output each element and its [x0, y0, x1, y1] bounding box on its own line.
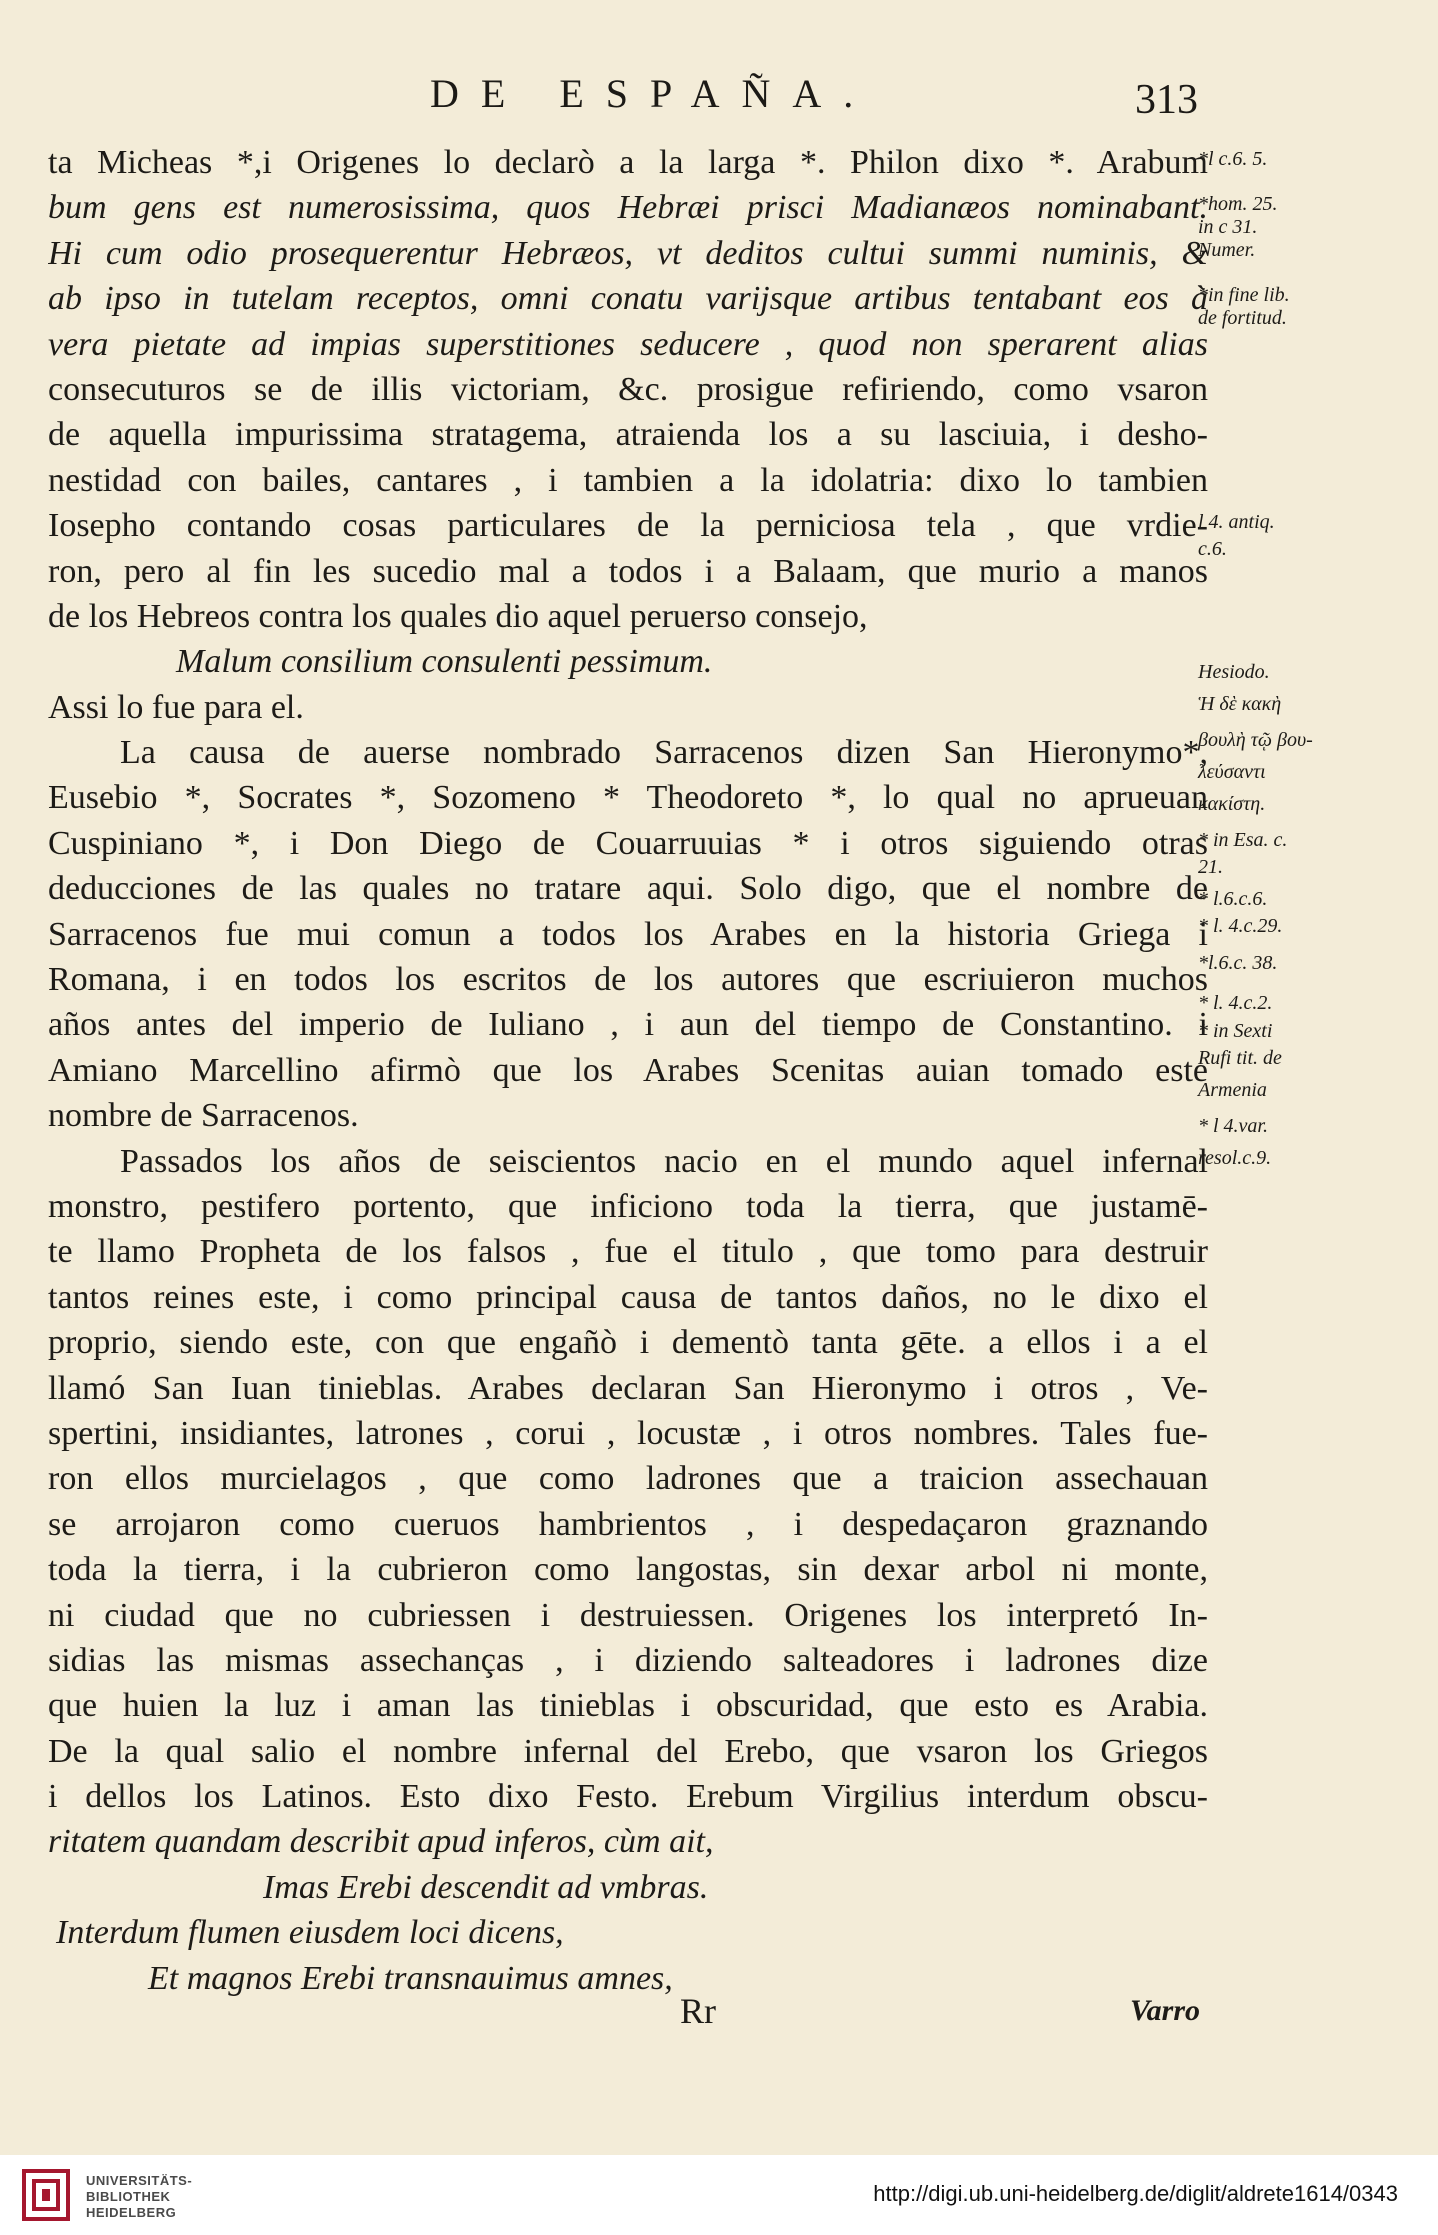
text-line: Malum consilium consulenti pessimum. [176, 643, 713, 681]
margin-note: * l. 4.c.2. [1198, 992, 1273, 1015]
text-line: llamó San Iuan tinieblas. Arabes declaran San Hieronymo i otros , Ve- [48, 1369, 1208, 1407]
text-line: deducciones de las quales no tratare aqui. Solo digo, que el nombre de [48, 870, 1208, 908]
text-line: Interdum flumen eiusdem loci dicens, [56, 1914, 564, 1952]
permalink-url[interactable]: http://digi.ub.uni-heidelberg.de/diglit/aldrete1614/0343 [873, 2181, 1398, 2206]
text-line: consecuturos se de illis victoriam, &c. prosigue refiriendo, como vsaron [48, 370, 1208, 408]
margin-note: 21. [1198, 856, 1223, 879]
text-line: toda la tierra, i la cubrieron como langostas, sin dexar arbol ni monte, [48, 1551, 1208, 1589]
text-line: ni ciudad que no cubriessen i destruiessen. Origenes los interpretó In- [48, 1596, 1208, 1634]
text-line: proprio, siendo este, con que engañò i dementò tanta gēte. a ellos i a el [48, 1324, 1208, 1362]
text-line: spertini, insidiantes, latrones , corui , locustæ , i otros nombres. Tales fue- [48, 1414, 1208, 1452]
text-line: La causa de auerse nombrado Sarracenos dizen San Hieronymo*, [120, 734, 1208, 772]
catchword: Varro [1130, 1994, 1201, 2027]
text-line: de los Hebreos contra los quales dio aquel peruerso consejo, [48, 597, 868, 635]
university-library-logo-icon[interactable] [22, 2169, 70, 2221]
page-header [0, 70, 1438, 130]
margin-note: * l. 4.c.29. [1198, 915, 1283, 938]
text-line: ritatem quandam describit apud inferos, cùm ait, [48, 1823, 714, 1861]
page-number: 313 [1135, 77, 1198, 123]
catchline [0, 1990, 1438, 2040]
text-line: de aquella impurissima stratagema, atraienda los a su lasciuia, i desho- [48, 416, 1208, 454]
margin-note: *l.6.c. 38. [1198, 951, 1278, 974]
text-line: tantos reines este, i como principal causa de tantos daños, no le dixo el [48, 1278, 1208, 1316]
margin-note: l 4. antiq. [1198, 511, 1275, 534]
text-line: vera pietate ad impias superstitiones seducere , quod non sperarent alias [48, 325, 1208, 363]
text-line: se arrojaron como cueruos hambrientos , i despedaçaron graznando [48, 1505, 1208, 1543]
text-line: te llamo Propheta de los falsos , fue el titulo , que tomo para destruir [48, 1233, 1208, 1271]
margin-note: βουλὴ τῷ βου- [1198, 729, 1313, 752]
margin-note: c.6. [1198, 538, 1227, 561]
text-line: que huien la luz i aman las tinieblas i obscuridad, que esto es Arabia. [48, 1687, 1208, 1725]
text-line: ron ellos murcielagos , que como ladrones que a traicion assechauan [48, 1460, 1208, 1498]
margin-note: κακίστη. [1198, 792, 1266, 815]
text-line: Passados los años de seiscientos nacio en el mundo aquel infernal [120, 1142, 1208, 1180]
text-line: Eusebio *, Socrates *, Sozomeno * Theodoreto *, lo qual no aprueuan [48, 779, 1208, 817]
text-line: bum gens est numerosissima, quos Hebræi prisci Madianæos nominabant. [48, 189, 1208, 227]
text-line: años antes del imperio de Iuliano , i aun del tiempo de Constantino. i [48, 1006, 1208, 1044]
text-line: ta Micheas *,i Origenes lo declarò a la larga *. Philon dixo *. Arabum [48, 144, 1208, 181]
institution-line: HEIDELBERG [86, 2205, 177, 2220]
text-line: Amiano Marcellino afirmò que los Arabes Scenitas auian tomado este [48, 1051, 1208, 1089]
text-line: Assi lo fue para el. [48, 688, 304, 726]
text-line: ab ipso in tutelam receptos, omni conatu varijsque artibus tentabant eos à [48, 280, 1208, 318]
margin-note: Rufi tit. de [1198, 1046, 1282, 1069]
running-head: DE ESPAÑA. [430, 71, 876, 116]
margin-note: * l.6.c.6. [1198, 888, 1268, 911]
signature-mark: Rr [680, 1991, 716, 2031]
text-line: i dellos los Latinos. Esto dixo Festo. Erebum Virgilius interdum obscu- [48, 1778, 1208, 1816]
text-line: sidias las mismas assechanças , i diziendo salteadores i ladrones dize [48, 1641, 1208, 1679]
margin-note: Armenia [1198, 1078, 1267, 1101]
text-line: Hi cum odio prosequerentur Hebræos, vt deditos cultui summi numinis, & [48, 234, 1208, 272]
institution-line: BIBLIOTHEK [86, 2189, 171, 2204]
text-line: Imas Erebi descendit ad vmbras. [263, 1868, 709, 1906]
text-line: ron, pero al fin les sucedio mal a todos i a Balaam, que murio a manos [48, 552, 1208, 590]
body-text [48, 140, 1208, 2001]
margin-note: resol.c.9. [1198, 1146, 1272, 1169]
margin-note: Ἡ δὲ κακὴ [1198, 692, 1282, 715]
text-line: Sarracenos fue mui comun a todos los Arabes en la historia Griega i [48, 915, 1208, 953]
margin-note: * in Esa. c. [1198, 829, 1288, 851]
text-line: nestidad con bailes, cantares , i tambien a la idolatria: dixo lo tambien [48, 461, 1208, 499]
margin-note: Hesiodo. [1198, 661, 1270, 684]
text-line: De la qual salio el nombre infernal del Erebo, que vsaron los Griegos [48, 1732, 1208, 1770]
margin-note: * l 4.var. [1198, 1115, 1268, 1138]
margin-note: de fortitud. [1198, 306, 1287, 329]
margin-note: in c 31. [1198, 216, 1258, 239]
institution-name [86, 2173, 192, 2221]
margin-note: * in Sexti [1198, 1019, 1273, 1042]
text-line: Cuspiniano *, i Don Diego de Couarruuias * i otros siguiendo otras [48, 824, 1208, 862]
text-line: Et magnos Erebi transnauimus amnes, [148, 1959, 673, 1997]
margin-note: *hom. 25. [1198, 193, 1278, 216]
text-line: monstro, pestifero portento, que inficiono toda la tierra, que justamē- [48, 1187, 1208, 1225]
text-line: Iosepho contando cosas particulares de la perniciosa tela , que vrdie- [48, 507, 1208, 545]
margin-note: λεύσαντι [1198, 760, 1266, 783]
margin-note: *in fine lib. [1198, 284, 1290, 307]
text-line: Romana, i en todos los escritos de los autores que escriuieron muchos [48, 961, 1208, 999]
institution-line: UNIVERSITÄTS- [86, 2173, 193, 2188]
margin-note: Numer. [1198, 238, 1256, 261]
margin-note: *l c.6. 5. [1198, 148, 1268, 170]
viewer-footer [0, 2155, 1438, 2235]
text-line: nombre de Sarracenos. [48, 1097, 359, 1135]
